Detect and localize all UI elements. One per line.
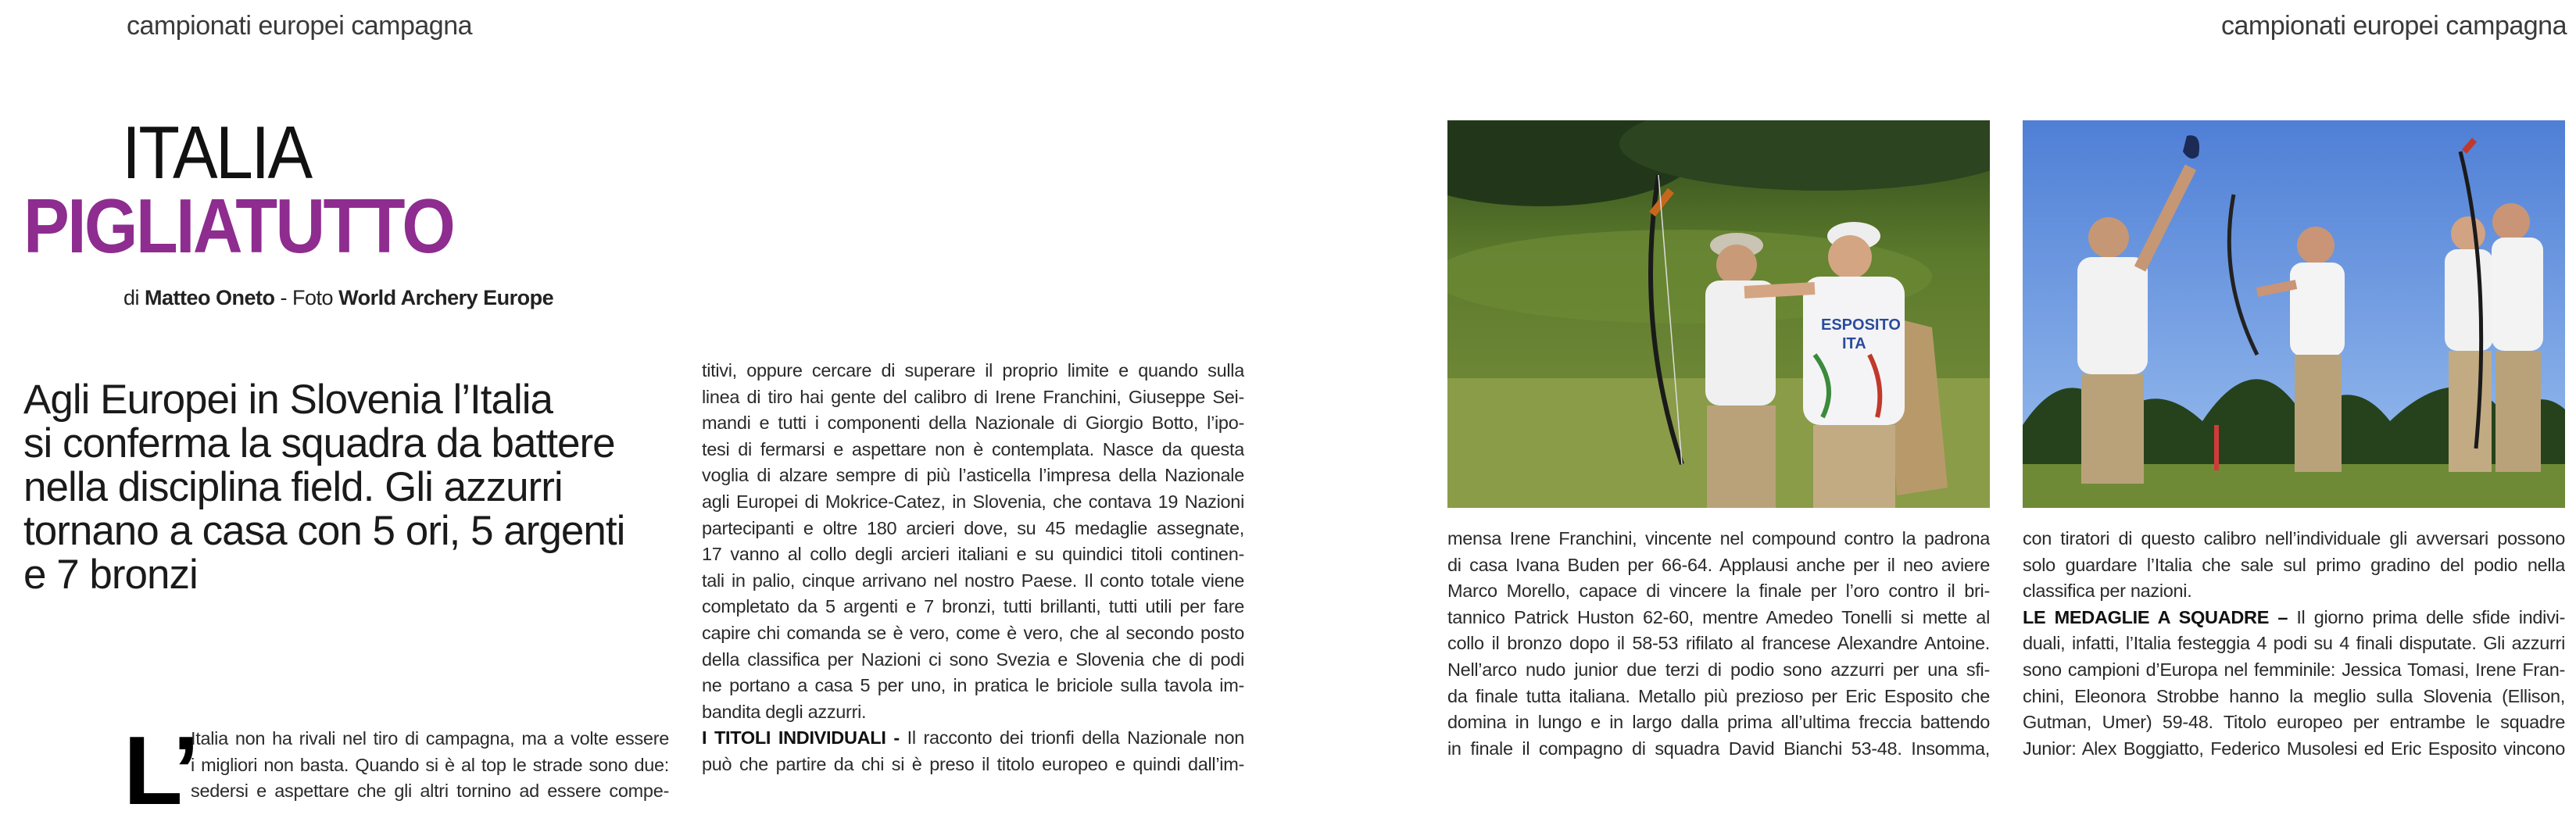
- body-line: sono campioni d’Europa nel femminile: Jessica Tomasi, Irene Fran-: [2023, 659, 2565, 680]
- body-line: classifica per nazioni.: [2023, 581, 2192, 602]
- shirt-text-country: ITA: [1842, 335, 1866, 352]
- body-line: tannico Patrick Huston 62-60, mentre Amedeo Tonelli si mette al: [1447, 606, 1990, 627]
- byline-photo-credit: World Archery Europe: [338, 286, 554, 309]
- shirt-text-name: ESPOSITO: [1821, 316, 1901, 334]
- section-heading-team: LE MEDAGLIE A SQUADRE –: [2023, 606, 2288, 627]
- body-column-3: [1447, 526, 1990, 762]
- body-line-text: Il giorno prima delle sfide indivi-: [2296, 606, 2565, 627]
- photo-team-celebration: [2023, 120, 2565, 508]
- body-line: Italia non ha rivali nel tiro di campagna, ma a volte essere: [191, 728, 669, 749]
- byline: [123, 286, 553, 310]
- body-column-2: [702, 358, 1244, 778]
- running-head-left: campionati europei campagna: [127, 11, 473, 41]
- lead-line: e 7 bronzi: [23, 552, 198, 598]
- body-line: mensa Irene Franchini, vincente nel compound contro la padrona: [1447, 528, 1990, 548]
- lead-line: Agli Europei in Slovenia l’Italia: [23, 377, 553, 423]
- title-line-1: ITALIA: [122, 111, 311, 195]
- lead-paragraph: [23, 378, 664, 597]
- body-line: della classifica per Nazioni ci sono Svezia e Slovenia che di podi: [702, 649, 1244, 670]
- body-line: capire chi comanda se è vero, come è vero, che al secondo posto: [702, 622, 1244, 643]
- body-line: ne portano a casa 5 per uno, in pratica le briciole sulla tavola im-: [702, 675, 1244, 696]
- body-line: Marco Morello, capace di vincere la finale per l’oro contro il bri-: [1447, 581, 1990, 602]
- photo-archers-aiming: [1447, 120, 1990, 508]
- body-line: tali in palio, cinque arrivano nel nostro Paese. Il conto totale viene: [702, 570, 1244, 591]
- body-line: [702, 725, 1244, 752]
- lead-line: nella disciplina field. Gli azzurri: [23, 464, 563, 510]
- body-line: completato da 5 argenti e 7 bronzi, tutti brillanti, tutti utili per fare: [702, 596, 1244, 617]
- body-column-1: [191, 726, 669, 805]
- body-line: Nell’arco nudo junior due terzi di podio sono azzurri per una sfi-: [1447, 659, 1990, 680]
- running-head-right: campionati europei campagna: [2220, 11, 2567, 41]
- body-line: linea di tiro hai gente del calibro di Irene Franchini, Giuseppe Sei-: [702, 386, 1244, 407]
- byline-author: Matteo Oneto: [145, 286, 275, 309]
- body-line: [2023, 605, 2565, 631]
- body-line: i migliori non basta. Quando si è al top le strade sono due:: [191, 754, 669, 775]
- body-line: in finale il compagno di squadra David Bianchi 53-48. Insomma,: [1447, 738, 1990, 759]
- body-line: bandita degli azzurri.: [702, 701, 867, 722]
- body-line: sedersi e aspettare che gli altri tornino ad essere compe-: [191, 781, 669, 802]
- lead-line: si conferma la squadra da battere: [23, 420, 615, 466]
- body-line: Junior: Alex Boggiatto, Federico Musolesi ed Eric Esposito vincono: [2023, 738, 2565, 759]
- body-line: voglia di alzare sempre di più l’asticella l’impresa della Nazionale: [702, 465, 1244, 486]
- body-line: di casa Ivana Buden per 66-64. Applausi anche per il neo aviere: [1447, 554, 1990, 575]
- body-line: duali, infatti, l’Italia festeggia 4 podi su 4 finali disputate. Gli azzurri: [2023, 633, 2565, 654]
- body-line: domina in lungo e in largo dalla prima all’ultima freccia battendo: [1447, 712, 1990, 733]
- drop-cap: L’: [123, 717, 195, 825]
- body-line: mandi e tutti i componenti della Nazionale di Giorgio Botto, l’ipo-: [702, 413, 1244, 434]
- body-line: con tiratori di questo calibro nell’individuale gli avversari possono: [2023, 528, 2565, 548]
- body-line: tesi di fermarsi e aspettare non è contemplata. Nasce da questa: [702, 438, 1244, 459]
- body-line: Gutman, Umer) 59-48. Titolo europeo per entrambe le squadre: [2023, 712, 2565, 733]
- body-column-4: [2023, 526, 2565, 762]
- body-line: agli Europei di Mokrice-Catez, in Slovenia, che contava 19 Nazioni: [702, 491, 1244, 512]
- body-line-text: Il racconto dei trionfi della Nazionale non: [907, 727, 1244, 749]
- body-line: chini, Eleonora Strobbe hanno la meglio sulla Slovenia (Ellison,: [2023, 685, 2565, 706]
- byline-di: di: [123, 286, 140, 309]
- byline-foto-label: - Foto: [280, 286, 334, 309]
- body-line: titivi, oppure cercare di superare il proprio limite e quando sulla: [702, 360, 1244, 381]
- body-line: partecipanti e oltre 180 arcieri dove, su 45 medaglie assegnate,: [702, 517, 1244, 538]
- photo-team-celebration-image: [2023, 120, 2565, 508]
- body-line: da finale tutta italiana. Metallo più prezioso per Eric Esposito che: [1447, 685, 1990, 706]
- lead-line: tornano a casa con 5 ori, 5 argenti: [23, 508, 625, 554]
- body-line: solo guardare l’Italia che sale sul primo gradino del podio nella: [2023, 554, 2565, 575]
- section-heading-individual: I TITOLI INDIVIDUALI -: [702, 727, 900, 749]
- body-line: collo il bronzo dopo il 58-53 rifilato al francese Alexandre Antoine.: [1447, 633, 1990, 654]
- photo-archers-aiming-image: [1447, 120, 1990, 508]
- title-line-2: PIGLIATUTTO: [23, 183, 454, 269]
- body-line: 17 vanno al collo degli arcieri italiani e su quindici titoli continen-: [702, 544, 1244, 565]
- body-line: può che partire da chi si è preso il titolo europeo e quindi dall’im-: [702, 753, 1244, 774]
